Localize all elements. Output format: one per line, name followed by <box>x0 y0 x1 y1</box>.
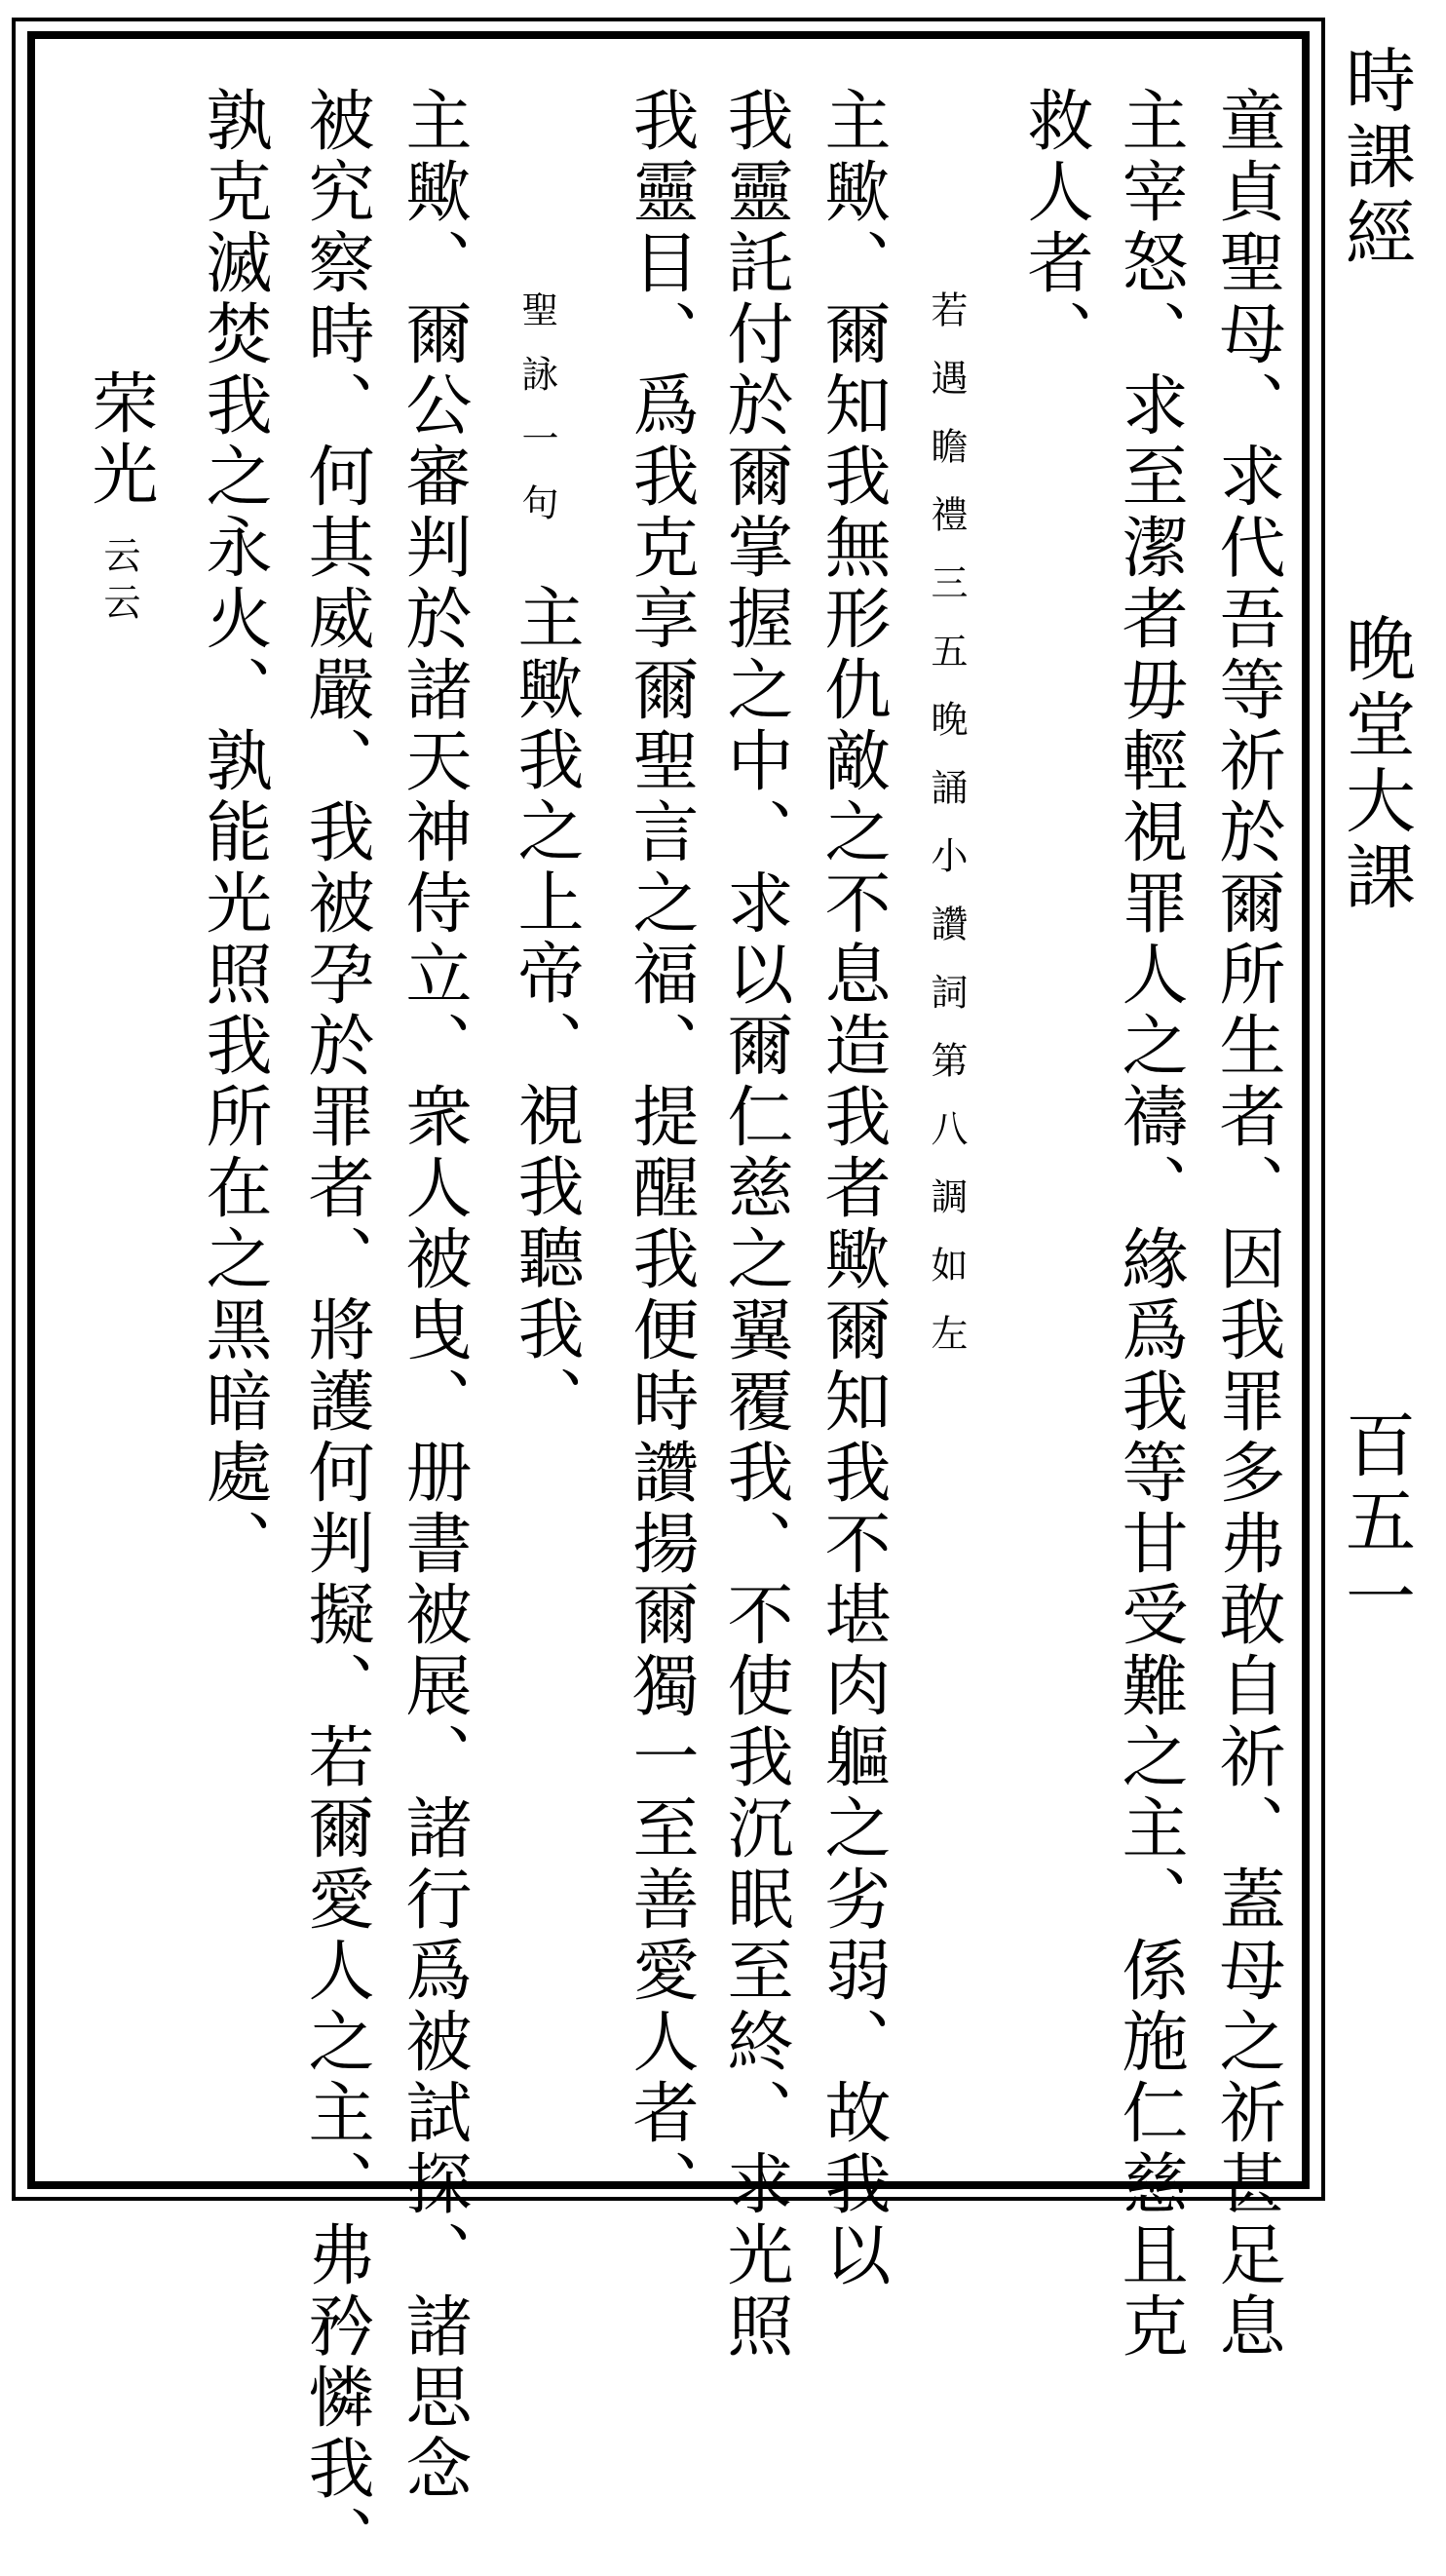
text-column-2: 主宰怒、求至潔者毋輕視罪人之禱、緣爲我等甘受難之主、係施仁慈且克 <box>1111 86 1188 2363</box>
text-column-4: 主歟、爾知我無形仇敵之不息造我者歟爾知我不堪肉軀之劣弱、故我以 <box>814 86 891 2291</box>
text-column-5: 我靈託付於爾掌握之中、求以爾仁慈之翼覆我、不使我沉眠至終、求光照 <box>716 86 793 2363</box>
section-title: 晚堂大課 <box>1334 612 1416 916</box>
text-column-9: 孰克滅焚我之永火、孰能光照我所在之黑暗處、 <box>195 86 272 1580</box>
psalm-verse-label: 聖詠一句 <box>515 290 558 548</box>
book-title: 時課經 <box>1334 44 1416 272</box>
text-column-7: 主歟、爾公審判於諸天神侍立、衆人被曳、册書被展、諸行爲被試探、諸思念 <box>395 86 472 2505</box>
doxology <box>81 368 158 630</box>
text-column-3: 救人者、 <box>1016 86 1093 370</box>
text-column-1: 童貞聖母、求代吾等祈於爾所生者、因我罪多弗敢自祈、蓋母之祈甚足息 <box>1208 86 1285 2363</box>
doxology-text: 荣光 <box>81 368 158 511</box>
text-column-8: 被究察時、何其威嚴、我被孕於罪者、將護何判擬、若爾愛人之主、弗矜憐我、 <box>297 86 374 2576</box>
text-column-6: 我靈目、爲我克享爾聖言之福、提醒我便時讚揚爾獨一至善愛人者、 <box>622 86 699 2220</box>
rubric-heading: 若遇瞻禮三五晚誦小讚詞第八調如左 <box>925 290 968 1382</box>
page-number: 百五一 <box>1334 1408 1416 1636</box>
doxology-etc: 云云 <box>97 536 140 630</box>
psalm-verse: 主歟我之上帝、視我聽我、 <box>507 583 584 1437</box>
